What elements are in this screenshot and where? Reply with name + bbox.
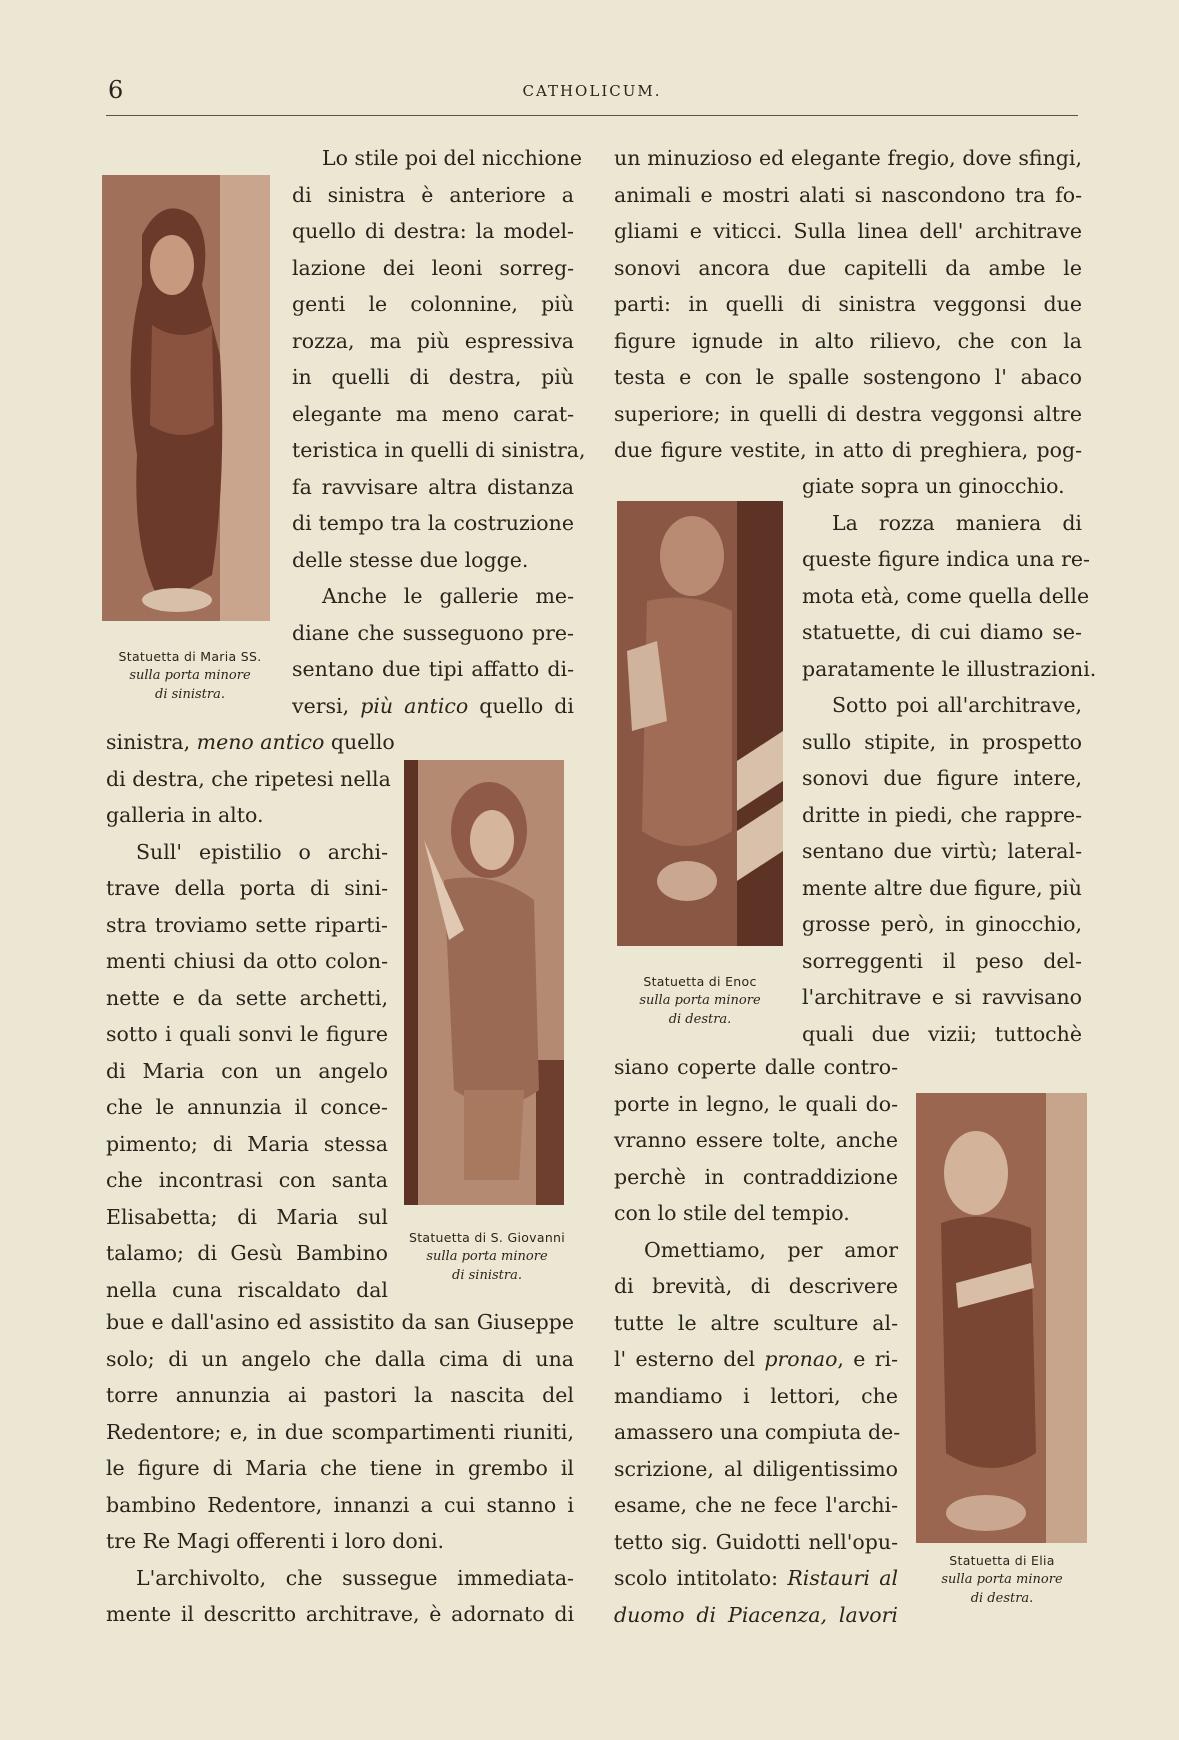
text-line: lazione dei leoni sorreg- (292, 255, 574, 280)
text-line: La rozza maniera di (832, 510, 1082, 535)
caption-title: Statuetta di Elia (949, 1553, 1055, 1568)
caption-enoc (612, 972, 788, 1029)
text-line: galleria in alto. (106, 803, 264, 827)
caption-location: sulla porta minore (941, 1572, 1063, 1587)
text-line: torre annunzia ai pastori la nascita del (106, 1383, 574, 1407)
text-line: mota età, come quella delle (802, 583, 1090, 608)
text-line: sentano due tipi affatto di- (292, 657, 574, 681)
text-line: scrizione, al diligentissimo (614, 1456, 898, 1481)
text-run: scolo intitolato: (614, 1566, 788, 1590)
page-header (106, 72, 1078, 116)
caption-location: sulla porta minore (129, 668, 251, 683)
text-line: paratamente le illustrazioni. (802, 656, 1097, 681)
text-line: di Maria con un angelo (106, 1058, 388, 1083)
text-line: mandiamo i lettori, che (614, 1383, 898, 1408)
text-line: tutte le altre sculture al- (614, 1310, 898, 1335)
text-run: , e ri- (837, 1347, 899, 1371)
text-line: tetto sig. Guidotti nell'opu- (614, 1529, 898, 1554)
text-line: figure ignude in alto rilievo, che con la (614, 328, 1082, 353)
text-line: le figure di Maria che tiene in grembo il (106, 1456, 574, 1480)
photo-giovanni (404, 760, 564, 1205)
text-line: due figure vestite, in atto di preghiera, pog- (614, 438, 1082, 462)
text-run: quello di (468, 693, 574, 718)
text-line: Anche le gallerie me- (322, 584, 574, 608)
caption-elia (908, 1551, 1096, 1608)
text-line: di sinistra è anteriore a (292, 182, 574, 207)
text-italic: Ristauri al (787, 1566, 898, 1590)
text-line: tre Re Magi offerenti i loro doni. (106, 1529, 445, 1553)
text-line: giate sopra un ginocchio. (802, 474, 1065, 498)
text-line: stra troviamo sette riparti- (106, 912, 388, 937)
text-line: sentano due virtù; lateral- (802, 839, 1082, 863)
text-run: versi, (292, 693, 361, 718)
right-column-bottom (614, 1049, 901, 1633)
text-line: pimento; di Maria stessa (106, 1131, 388, 1156)
text-italic: duomo di Piacenza, lavori (614, 1602, 898, 1627)
left-column-mid (106, 724, 395, 1308)
text-line: sorreggenti il peso del- (802, 948, 1082, 973)
text-line: delle stesse due logge. (292, 547, 529, 572)
left-column-top (292, 140, 586, 724)
caption-location: sulla porta minore (426, 1249, 548, 1264)
text-line: di destra, che ripetesi nella (106, 766, 391, 791)
text-line: Omettiamo, per amor (644, 1237, 898, 1262)
text-line: che incontrasi con santa (106, 1168, 388, 1192)
text-line: Redentore; e, in due scompartimenti riuniti, (106, 1419, 574, 1444)
header-rule (106, 115, 1078, 116)
text-line: teristica in quelli di sinistra, (292, 438, 586, 462)
caption-side: di sinistra. (155, 687, 225, 702)
text-line: perchè in contraddizione (614, 1164, 898, 1189)
text-line: dritte in piedi, che rappre- (802, 802, 1082, 827)
text-line: statuette, di cui diamo se- (802, 620, 1082, 644)
photo-enoc (617, 501, 783, 946)
text-line: superiore; in quelli di destra veggonsi altre (614, 401, 1082, 426)
text-line: vranno essere tolte, anche (614, 1128, 898, 1152)
text-line: con lo stile del tempio. (614, 1201, 850, 1225)
caption-maria (92, 647, 288, 704)
left-column-bottom (106, 1304, 574, 1633)
text-line: sonovi ancora due capitelli da ambe le (614, 255, 1082, 280)
text-line: di brevità, di descrivere (614, 1274, 898, 1298)
text-line: elegante ma meno carat- (292, 401, 574, 426)
running-title: CATHOLICUM. (522, 82, 662, 100)
text-line: amassero una compiuta de- (614, 1420, 901, 1444)
text-line: nella cuna riscaldato dal (106, 1277, 388, 1302)
text-line: mente il descritto architrave, è adornato di (106, 1602, 574, 1626)
text-line: un minuzioso ed elegante fregio, dove sfingi, (614, 146, 1082, 170)
text-line: porte in legno, le quali do- (614, 1091, 898, 1116)
text-line (614, 1560, 898, 1597)
text-run: l' esterno del (614, 1347, 765, 1371)
text-line (106, 724, 395, 761)
photo-elia (916, 1093, 1087, 1543)
text-line: trave della porta di sini- (106, 876, 388, 900)
text-line: quello di destra: la model- (292, 219, 574, 243)
text-line: nette e da sette archetti, (106, 985, 388, 1010)
page-number: 6 (108, 76, 124, 104)
text-line: diane che susseguono pre- (292, 620, 574, 645)
text-line: sullo stipite, in prospetto (802, 729, 1082, 754)
text-run: quello (324, 730, 395, 754)
text-line: sotto i quali sonvi le figure (106, 1022, 388, 1046)
caption-side: di sinistra. (452, 1268, 522, 1283)
text-line: genti le colonnine, più (292, 292, 574, 316)
text-line: animali e mostri alati si nascondono tra fo- (614, 182, 1082, 207)
text-line: mente altre due figure, più (802, 875, 1082, 900)
text-line: rozza, ma più espressiva (292, 328, 574, 353)
text-line: parti: in quelli di sinistra veggonsi due (614, 292, 1082, 316)
right-column-mid (802, 468, 1097, 1052)
text-line: siano coperte dalle contro- (614, 1055, 898, 1079)
text-run: sinistra, (106, 730, 197, 754)
text-line: menti chiusi da otto colon- (106, 949, 388, 973)
text-italic: meno antico (196, 730, 325, 754)
text-line: Lo stile poi del nicchione (322, 146, 583, 170)
caption-location: sulla porta minore (639, 993, 761, 1008)
text-line: gliami e viticci. Sulla linea dell' architrave (614, 219, 1082, 243)
caption-side: di destra. (668, 1012, 732, 1027)
text-line (614, 1597, 898, 1634)
caption-title: Statuetta di Enoc (643, 974, 757, 989)
text-line: bue e dall'asino ed assistito da san Giuseppe (106, 1310, 574, 1334)
text-line: grosse però, in ginocchio, (802, 912, 1082, 936)
text-line: fa ravvisare altra distanza (292, 474, 574, 499)
text-italic: pronao (764, 1347, 838, 1371)
photo-maria (102, 175, 270, 621)
caption-giovanni (392, 1228, 582, 1285)
text-line: l'architrave e si ravvisano (802, 985, 1082, 1009)
caption-title: Statuetta di S. Giovanni (408, 1230, 566, 1245)
text-italic: più antico (360, 693, 469, 718)
text-line: L'archivolto, che sussegue immediata- (136, 1565, 574, 1590)
text-line: testa e con le spalle sostengono l' abaco (614, 365, 1082, 389)
right-column-top (614, 140, 1082, 469)
text-line: bambino Redentore, innanzi a cui stanno i (106, 1492, 574, 1517)
text-line: Sotto poi all'architrave, (832, 693, 1082, 717)
caption-title: Statuetta di Maria SS. (118, 649, 262, 664)
text-line: quali due vizii; tuttochè (802, 1021, 1082, 1046)
text-line: sonovi due figure intere, (802, 766, 1082, 790)
text-line: talamo; di Gesù Bambino (106, 1241, 388, 1265)
text-line: esame, che ne fece l'archi- (614, 1493, 898, 1517)
text-line: solo; di un angelo che dalla cima di una (106, 1346, 574, 1371)
text-line: queste figure indica una re- (802, 547, 1090, 571)
caption-side: di destra. (970, 1591, 1034, 1606)
text-line: di tempo tra la costruzione (292, 511, 574, 535)
text-line (292, 688, 574, 725)
text-line: che le annunzia il conce- (106, 1095, 388, 1119)
text-line (614, 1341, 898, 1378)
text-line: in quelli di destra, più (292, 365, 574, 389)
text-line: Sull' epistilio o archi- (136, 839, 388, 864)
text-line: Elisabetta; di Maria sul (106, 1204, 388, 1229)
